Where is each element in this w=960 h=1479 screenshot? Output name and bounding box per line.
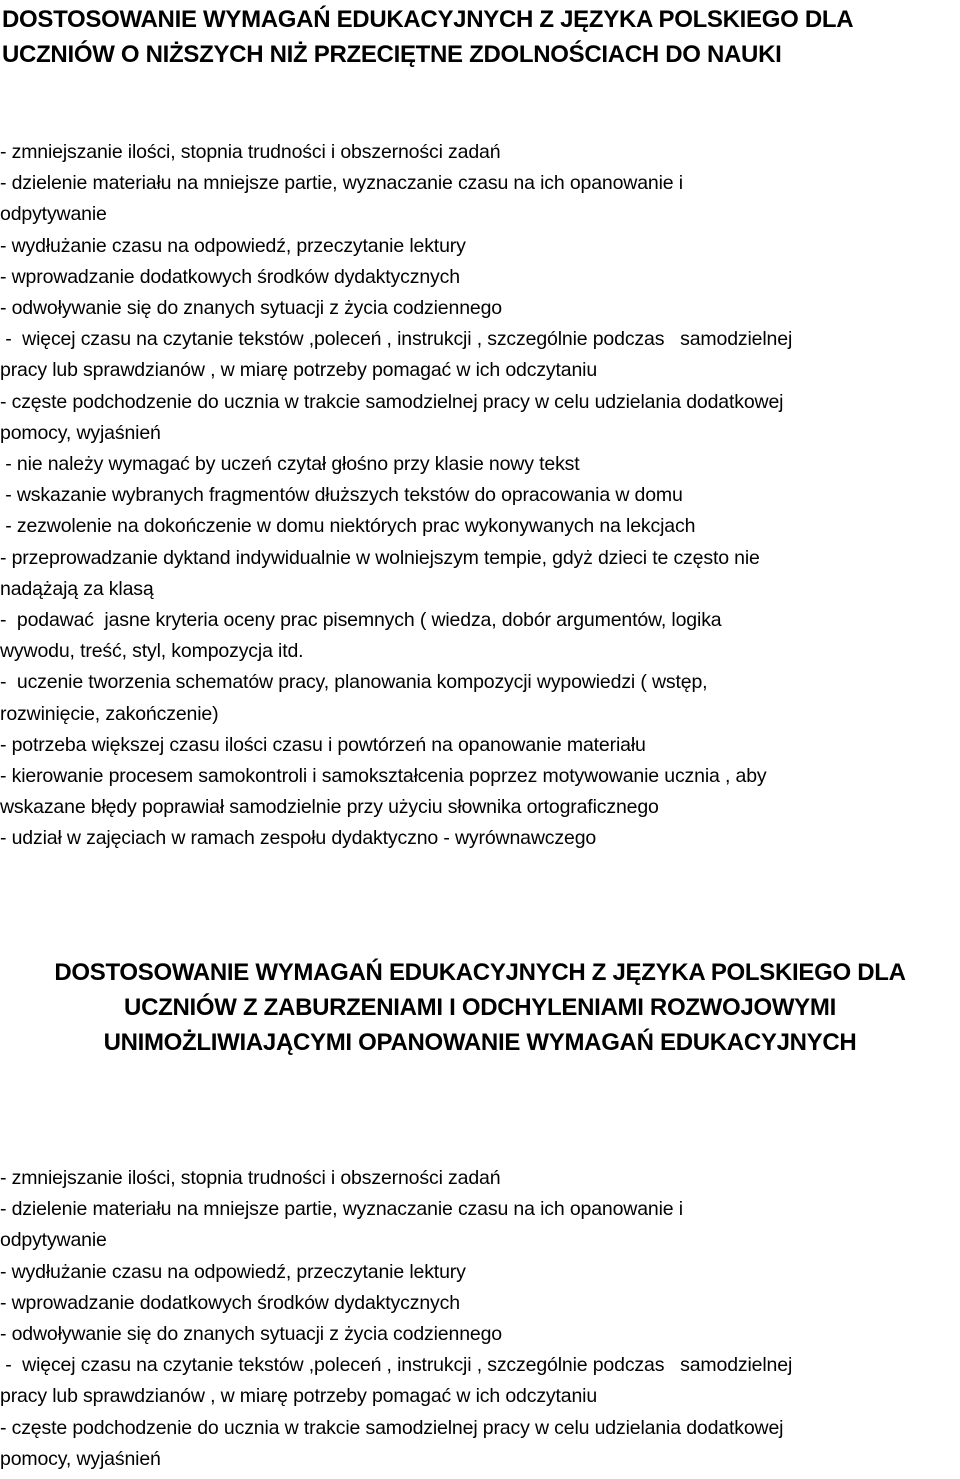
list-item: - odwoływanie się do znanych sytuacji z życia codziennego xyxy=(0,1323,502,1346)
list-item: - nie należy wymagać by uczeń czytał głośno przy klasie nowy tekst xyxy=(0,453,580,476)
list-item: - udział w zajęciach w ramach zespołu dydaktyczno - wyrównawczego xyxy=(0,827,597,850)
list-item: - wprowadzanie dodatkowych środków dydaktycznych xyxy=(0,265,460,288)
list-item: - więcej czasu na czytanie tekstów ,poleceń , instrukcji , szczególnie podczas samodzielnej pracy lub sprawdzianów , w miarę potrzeby pomagać w ich odczytaniu xyxy=(0,328,793,382)
list-item: - dzielenie materiału na mniejsze partie, wyznaczanie czasu na ich opanowanie i odpytywanie xyxy=(0,172,683,226)
list-item: - odwoływanie się do znanych sytuacji z życia codziennego xyxy=(0,297,502,320)
list-item: - wprowadzanie dodatkowych środków dydaktycznych xyxy=(0,1291,460,1314)
section-2-title xyxy=(0,955,960,1060)
list-item: - wskazanie wybranych fragmentów dłuższych tekstów do opracowania w domu xyxy=(0,484,683,507)
section-2-title-line: DOSTOSOWANIE WYMAGAŃ EDUKACYJNYCH Z JĘZYKA POLSKIEGO DLA xyxy=(54,959,906,986)
list-item: - przeprowadzanie dyktand indywidualnie w wolniejszym tempie, gdyż dzieci te często nie nadążają za klasą xyxy=(0,546,760,600)
list-item: - zmniejszanie ilości, stopnia trudności i obszerności zadań xyxy=(0,141,501,163)
list-item: - potrzeba większej czasu ilości czasu i powtórzeń na opanowanie materiału xyxy=(0,733,646,756)
list-item: - częste podchodzenie do ucznia w trakcie samodzielnej pracy w celu udzielania dodatkowej pomocy, wyjaśnień xyxy=(0,1416,784,1470)
list-item: - zmniejszanie ilości, stopnia trudności i obszerności zadań xyxy=(0,1167,501,1189)
list-item: - podawać jasne kryteria oceny prac pisemnych ( wiedza, dobór argumentów, logika wywodu, treść, styl, kompozycja itd. xyxy=(0,609,722,663)
list-item: - uczenie tworzenia schematów pracy, planowania kompozycji wypowiedzi ( wstęp, rozwinięcie, zakończenie) xyxy=(0,671,708,725)
list-item: - wydłużanie czasu na odpowiedź, przeczytanie lektury xyxy=(0,1260,466,1283)
list-item: - częste podchodzenie do ucznia w trakcie samodzielnej pracy w celu udzielania dodatkowej pomocy, wyjaśnień xyxy=(0,390,784,444)
section-1-list xyxy=(0,137,960,855)
section-1-title-line: UCZNIÓW O NIŻSZYCH NIŻ PRZECIĘTNE ZDOLNOŚCIACH DO NAUKI xyxy=(2,41,782,68)
section-1-title xyxy=(0,2,960,72)
section-2-title-line: UNIMOŻLIWIAJĄCYMI OPANOWANIE WYMAGAŃ EDUKACYJNYCH xyxy=(103,1029,857,1056)
list-item: - dzielenie materiału na mniejsze partie, wyznaczanie czasu na ich opanowanie i odpytywanie xyxy=(0,1198,683,1252)
list-item: - zezwolenie na dokończenie w domu niektórych prac wykonywanych na lekcjach xyxy=(0,515,696,538)
section-1-title-line: DOSTOSOWANIE WYMAGAŃ EDUKACYJNYCH Z JĘZYKA POLSKIEGO DLA xyxy=(2,6,854,33)
list-item: - wydłużanie czasu na odpowiedź, przeczytanie lektury xyxy=(0,234,466,257)
list-item: - więcej czasu na czytanie tekstów ,poleceń , instrukcji , szczególnie podczas samodzielnej pracy lub sprawdzianów , w miarę potrzeby pomagać w ich odczytaniu xyxy=(0,1354,793,1408)
section-2-title-line: UCZNIÓW Z ZABURZENIAMI I ODCHYLENIAMI ROZWOJOWYMI xyxy=(124,994,836,1021)
list-item: - kierowanie procesem samokontroli i samokształcenia poprzez motywowanie ucznia , aby wskazane błędy poprawiał samodzielnie przy użyciu słownika ortograficznego xyxy=(0,765,767,819)
section-2-list xyxy=(0,1163,960,1475)
